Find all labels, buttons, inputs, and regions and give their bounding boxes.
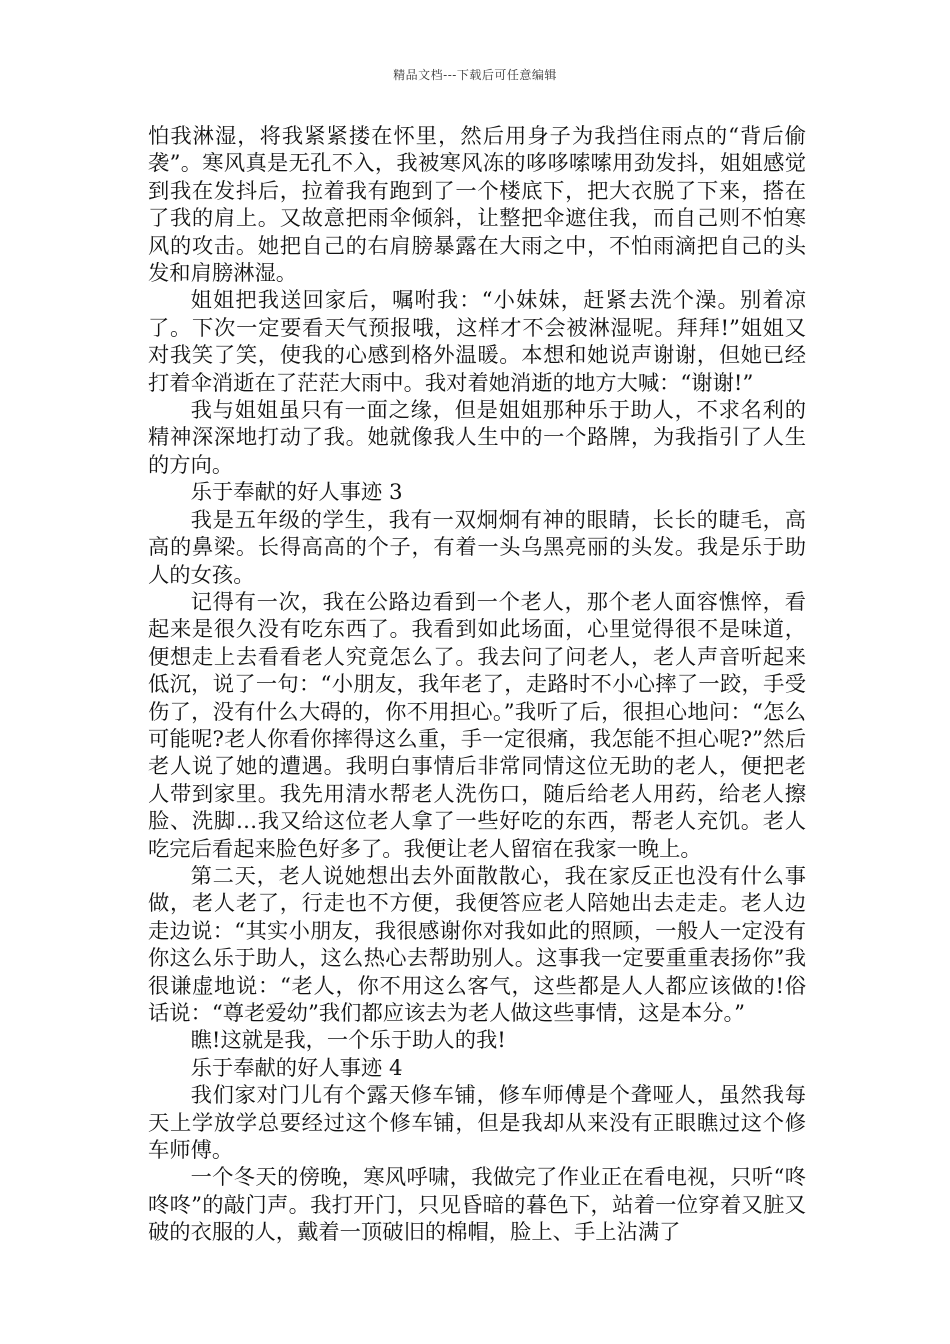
paragraph: 姐姐把我送回家后，嘱咐我：“小妹妹，赶紧去洗个澡。别着凉了。下次一定要看天气预报哦，这样才不会被淋湿呢。拜拜!”姐姐又对我笑了笑，使我的心感到格外温暖。本想和她说声谢谢，但她已经打着伞消逝在了茫茫大雨中。我对着她消逝的地方大喊：“谢谢!” [148, 288, 806, 396]
paragraph: 第二天，老人说她想出去外面散散心，我在家反正也没有什么事做，老人老了，行走也不方便，我便答应老人陪她出去走走。老人边走边说：“其实小朋友，我很感谢你对我如此的照顾，一般人一定没有你这么乐于助人，这么热心去帮助别人。这事我一定要重重表扬你”我很谦虚地说：“老人，你不用这么客气，这些都是人人都应该做的!俗话说：“尊老爱幼”我们都应该去为老人做这些事情，这是本分。” [148, 863, 806, 1026]
section-heading: 乐于奉献的好人事迹 3 [190, 480, 403, 506]
paragraph: 我是五年级的学生，我有一双炯炯有神的眼睛，长长的睫毛，高高的鼻梁。长得高高的个子，有着一头乌黑亮丽的头发。我是乐于助人的女孩。 [148, 507, 806, 588]
paragraph: 我们家对门儿有个露天修车铺，修车师傅是个聋哑人，虽然我每天上学放学总要经过这个修车铺，但是我却从来没有正眼瞧过这个修车师傅。 [148, 1083, 806, 1164]
section-heading: 乐于奉献的好人事迹 4 [190, 1055, 403, 1081]
paragraph: 我与姐姐虽只有一面之缘，但是姐姐那种乐于助人，不求名利的精神深深地打动了我。她就像我人生中的一个路牌，为我指引了人生的方向。 [148, 398, 806, 478]
paragraph: 瞧!这就是我，一个乐于助人的我! [190, 1028, 506, 1054]
paragraph: 记得有一次，我在公路边看到一个老人，那个老人面容憔悴，看起来是很久没有吃东西了。我看到如此场面，心里觉得很不是味道，便想走上去看看老人究竟怎么了。我去问了问老人，老人声音听起来低沉，说了一句：“小朋友，我年老了，走路时不小心摔了一跤，手受伤了，没有什么大碍的，你不用担心。”我听了后，很担心地问：“怎么可能呢?老人你看你摔得这么重，手一定很痛，我怎能不担心呢?”然后老人说了她的遭遇。我明白事情后非常同情这位无助的老人，便把老人带到家里。我先用清水帮老人洗伤口，随后给老人用药，给老人擦脸、洗脚…我又给这位老人拿了一些好吃的东西，帮老人充饥。老人吃完后看起来脸色好多了。我便让老人留宿在我家一晚上。 [148, 589, 806, 862]
page-header: 精品文档---下载后可任意编辑 [393, 68, 557, 82]
paragraph: 怕我淋湿，将我紧紧搂在怀里，然后用身子为我挡住雨点的“背后偷袭”。寒风真是无孔不入，我被寒风冻的哆哆嗦嗦用劲发抖，姐姐感觉到我在发抖后，拉着我有跑到了一个楼底下，把大衣脱了下来，搭在了我的肩上。又故意把雨伞倾斜，让整把伞遮住我，而自己则不怕寒风的攻击。她把自己的右肩膀暴露在大雨之中，不怕雨滴把自己的头发和肩膀淋湿。 [148, 124, 806, 287]
paragraph: 一个冬天的傍晚，寒风呼啸，我做完了作业正在看电视，只听“咚咚咚”的敲门声。我打开门，只见昏暗的暮色下，站着一位穿着又脏又破的衣服的人，戴着一顶破旧的棉帽，脸上、手上沾满了 [148, 1165, 806, 1246]
document-body [148, 123, 806, 1247]
